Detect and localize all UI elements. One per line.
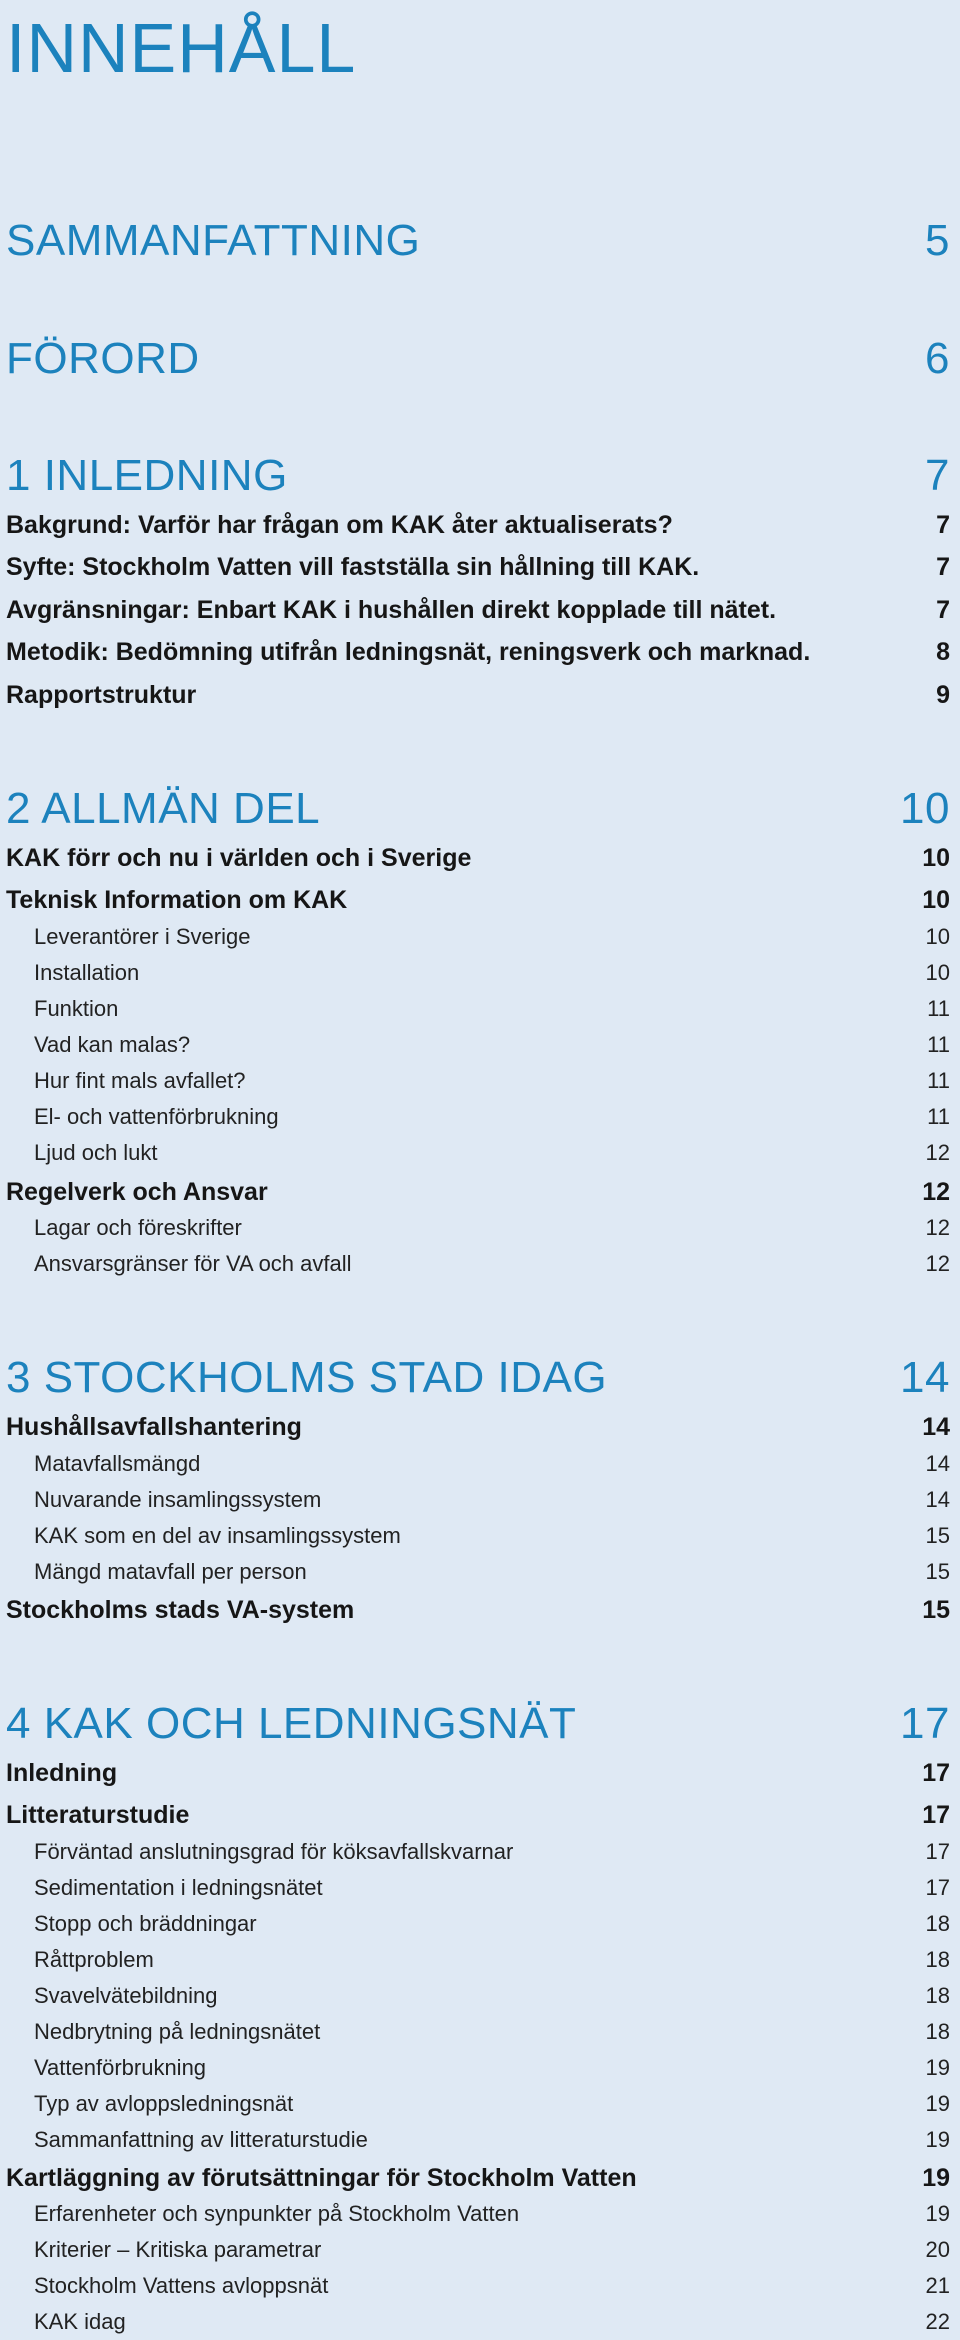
toc-entry-title: Rapportstruktur xyxy=(6,681,197,709)
toc-page-number: 17 xyxy=(925,1839,950,1864)
toc-entry-sub[interactable] xyxy=(6,1409,950,1445)
toc-entry-title: El- och vattenförbrukning xyxy=(34,1104,279,1129)
toc-page-number: 10 xyxy=(922,844,950,872)
toc-entry-subsub[interactable] xyxy=(34,992,950,1026)
toc-entry-subsub[interactable] xyxy=(34,1835,950,1869)
toc-page-number: 11 xyxy=(927,996,950,1021)
toc-entry-title: Vad kan malas? xyxy=(34,1032,191,1057)
toc-entry-subsub[interactable] xyxy=(34,1247,950,1281)
toc-entry-title: 3 STOCKHOLMS STAD IDAG xyxy=(6,1353,608,1402)
toc-entry-title: FÖRORD xyxy=(6,334,200,383)
toc-entry-title: Installation xyxy=(34,960,140,985)
toc-page-number: 10 xyxy=(922,886,950,914)
toc-page-number: 22 xyxy=(925,2309,950,2334)
toc-page-number: 14 xyxy=(925,1451,950,1476)
toc-entry-subsub[interactable] xyxy=(34,1871,950,1905)
toc-entry-subsub[interactable] xyxy=(34,1211,950,1245)
toc-entry-sub[interactable] xyxy=(6,1755,950,1791)
toc-entry-subsub[interactable] xyxy=(34,2051,950,2085)
toc-page-number: 17 xyxy=(925,1875,950,1900)
toc-page-number: 10 xyxy=(925,960,950,985)
toc-entry-title: Svavelvätebildning xyxy=(34,1983,218,2008)
toc-entry-sub[interactable] xyxy=(6,1174,950,1210)
toc-page-number: 19 xyxy=(925,2091,950,2116)
toc-entry-subsub[interactable] xyxy=(34,2123,950,2157)
toc-page-number: 15 xyxy=(925,1559,950,1584)
toc-entry-sub[interactable] xyxy=(6,549,950,585)
toc-entry-title: Metodik: Bedömning utifrån ledningsnät, reningsverk och marknad. xyxy=(6,638,811,666)
toc-entry-subsub[interactable] xyxy=(34,1483,950,1517)
toc-entry-title: Stopp och bräddningar xyxy=(34,1911,257,1936)
toc-entry-chapter[interactable] xyxy=(6,1352,950,1404)
toc-entry-title: Teknisk Information om KAK xyxy=(6,886,348,914)
toc-page-number: 11 xyxy=(927,1068,950,1093)
toc-page-number: 12 xyxy=(925,1251,950,1276)
toc-entry-title: Kartläggning av förutsättningar för Stockholm Vatten xyxy=(6,2164,637,2192)
toc-entry-title: Syfte: Stockholm Vatten vill fastställa sin hållning till KAK. xyxy=(6,553,700,581)
toc-entry-sub[interactable] xyxy=(6,634,950,670)
toc-entry-subsub[interactable] xyxy=(34,1136,950,1170)
toc-entry-title: Inledning xyxy=(6,1759,118,1787)
toc-entry-subsub[interactable] xyxy=(34,2305,950,2339)
toc-entry-sub[interactable] xyxy=(6,507,950,543)
toc-page-number: 18 xyxy=(925,1983,950,2008)
toc-entry-title: Bakgrund: Varför har frågan om KAK åter aktualiserats? xyxy=(6,511,673,539)
toc-entry-title: Ljud och lukt xyxy=(34,1140,158,1165)
toc-entry-title: Typ av avloppsledningsnät xyxy=(34,2091,294,2116)
toc-page-number: 15 xyxy=(925,1523,950,1548)
toc-page-number: 17 xyxy=(900,1699,950,1748)
toc-entry-title: KAK idag xyxy=(34,2309,126,2334)
toc-entry-chapter[interactable] xyxy=(6,333,950,385)
toc-entry-title: Nedbrytning på ledningsnätet xyxy=(34,2019,321,2044)
toc-entry-title: Stockholm Vattens avloppsnät xyxy=(34,2273,329,2298)
toc-entry-chapter[interactable] xyxy=(6,1698,950,1750)
toc-page-number: 10 xyxy=(925,924,950,949)
toc-page-number: 19 xyxy=(925,2055,950,2080)
toc-page-number: 14 xyxy=(922,1413,950,1441)
toc-entry-title: Stockholms stads VA-system xyxy=(6,1596,355,1624)
toc-page-number: 7 xyxy=(936,553,950,581)
toc-page-number: 17 xyxy=(922,1801,950,1829)
toc-entry-sub[interactable] xyxy=(6,2160,950,2196)
toc-entry-subsub[interactable] xyxy=(34,2269,950,2303)
toc-page-number: 12 xyxy=(922,1178,950,1206)
toc-page-number: 7 xyxy=(936,511,950,539)
toc-page-number: 6 xyxy=(925,334,950,383)
toc-entry-title: Råttproblem xyxy=(34,1947,154,1972)
toc-page-number: 14 xyxy=(900,1353,950,1402)
toc-page-number: 20 xyxy=(925,2237,950,2262)
toc-entry-subsub[interactable] xyxy=(34,2233,950,2267)
toc-entry-title: Hur fint mals avfallet? xyxy=(34,1068,246,1093)
toc-entry-subsub[interactable] xyxy=(34,1064,950,1098)
toc-entry-sub[interactable] xyxy=(6,1592,950,1628)
toc-entry-title: Förväntad anslutningsgrad för köksavfallskvarnar xyxy=(34,1839,514,1864)
toc-entry-title: Erfarenheter och synpunkter på Stockholm Vatten xyxy=(34,2201,520,2226)
toc-entry-subsub[interactable] xyxy=(34,1519,950,1553)
toc-entry-title: 4 KAK OCH LEDNINGSNÄT xyxy=(6,1699,577,1748)
toc-page-number: 18 xyxy=(925,2019,950,2044)
toc-page-number: 19 xyxy=(925,2127,950,2152)
toc-page-number: 11 xyxy=(927,1104,950,1129)
toc-entry-subsub[interactable] xyxy=(34,956,950,990)
toc-entry-subsub[interactable] xyxy=(34,1555,950,1589)
toc-entry-sub[interactable] xyxy=(6,882,950,918)
toc-entry-subsub[interactable] xyxy=(34,2015,950,2049)
toc-entry-subsub[interactable] xyxy=(34,920,950,954)
toc-page-number: 11 xyxy=(927,1032,950,1057)
toc-entry-title: SAMMANFATTNING xyxy=(6,216,421,265)
toc-entry-chapter[interactable] xyxy=(6,215,950,267)
toc-entry-subsub[interactable] xyxy=(34,2087,950,2121)
toc-entry-title: Litteraturstudie xyxy=(6,1801,190,1829)
toc-entry-title: Funktion xyxy=(34,996,119,1021)
toc-entry-title: 1 INLEDNING xyxy=(6,451,288,500)
toc-entry-title: Leverantörer i Sverige xyxy=(34,924,251,949)
toc-page-number: 15 xyxy=(922,1596,950,1624)
toc-entry-title: KAK förr och nu i världen och i Sverige xyxy=(6,844,472,872)
toc-entry-title: Lagar och föreskrifter xyxy=(34,1215,242,1240)
toc-entry-chapter[interactable] xyxy=(6,450,950,502)
toc-page-number: 17 xyxy=(922,1759,950,1787)
toc-entry-sub[interactable] xyxy=(6,1797,950,1833)
toc-page-number: 19 xyxy=(925,2201,950,2226)
toc-entry-title: KAK som en del av insamlingssystem xyxy=(34,1523,401,1548)
toc-entry-title: Ansvarsgränser för VA och avfall xyxy=(34,1251,352,1276)
toc-entry-subsub[interactable] xyxy=(34,1907,950,1941)
toc-entry-subsub[interactable] xyxy=(34,2197,950,2231)
toc-page-number: 12 xyxy=(925,1215,950,1240)
toc-entry-title: Vattenförbrukning xyxy=(34,2055,207,2080)
toc-entry-title: Sedimentation i ledningsnätet xyxy=(34,1875,323,1900)
toc-entry-subsub[interactable] xyxy=(34,1100,950,1134)
toc-entry-subsub[interactable] xyxy=(34,1447,950,1481)
toc-entry-title: Mängd matavfall per person xyxy=(34,1559,307,1584)
toc-page-number: 10 xyxy=(900,784,950,833)
toc-entry-subsub[interactable] xyxy=(34,1943,950,1977)
toc-page-number: 19 xyxy=(922,2164,950,2192)
toc-entry-sub[interactable] xyxy=(6,677,950,713)
toc-entry-title: Sammanfattning av litteraturstudie xyxy=(34,2127,368,2152)
toc-entry-title: Kriterier – Kritiska parametrar xyxy=(34,2237,322,2262)
toc-page-number: 12 xyxy=(925,1140,950,1165)
toc-page-number: 5 xyxy=(925,216,950,265)
page-title: INNEHÅLL xyxy=(6,9,357,87)
toc-entry-title: Avgränsningar: Enbart KAK i hushållen direkt kopplade till nätet. xyxy=(6,596,777,624)
toc-entry-chapter[interactable] xyxy=(6,783,950,835)
toc-page-number: 7 xyxy=(936,596,950,624)
toc-entry-subsub[interactable] xyxy=(34,1028,950,1062)
toc-entry-title: Matavfallsmängd xyxy=(34,1451,201,1476)
toc-page-number: 7 xyxy=(925,451,950,500)
toc-entry-subsub[interactable] xyxy=(34,1979,950,2013)
toc-page-number: 21 xyxy=(925,2273,950,2298)
toc-page-number: 8 xyxy=(936,638,950,666)
toc-entry-title: 2 ALLMÄN DEL xyxy=(6,784,321,833)
toc-page-number: 14 xyxy=(925,1487,950,1512)
toc-page-number: 9 xyxy=(936,681,950,709)
toc-page-number: 18 xyxy=(925,1947,950,1972)
toc-entry-title: Hushållsavfallshantering xyxy=(6,1413,302,1441)
toc-entry-sub[interactable] xyxy=(6,592,950,628)
toc-entry-sub[interactable] xyxy=(6,840,950,876)
toc-page-number: 18 xyxy=(925,1911,950,1936)
toc-entry-title: Regelverk och Ansvar xyxy=(6,1178,268,1206)
toc-entry-title: Nuvarande insamlingssystem xyxy=(34,1487,322,1512)
